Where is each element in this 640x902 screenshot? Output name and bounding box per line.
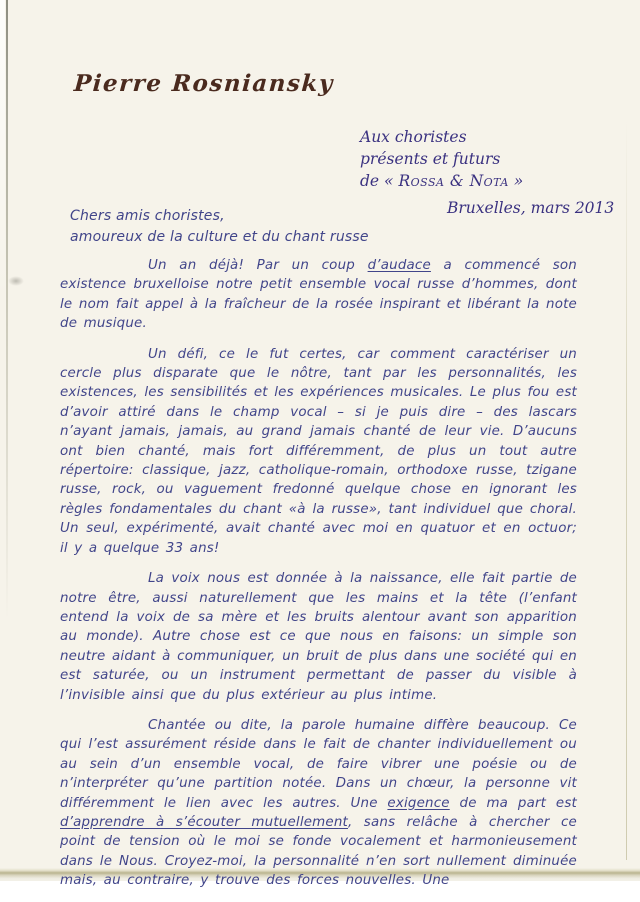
text-segment: La voix nous est donnée à la naissance, elle fait partie de notre être, aussi naturellement que les mains et la tête (l’enfant entend la voix de sa mère et les bruits alentour avant son apparition au monde). Autre chose est ce que nous en faisons: un simple son neutre aidant à communiquer, un bruit de plus dans une société qui en est saturée, ou un instrument permettant de passer du visible à l’invisible ainsi que du plus extérieur au plus intime. (60, 571, 577, 703)
body-paragraph (60, 716, 577, 891)
body-paragraph (60, 569, 577, 705)
recipient-line-1: Aux choristes (360, 128, 467, 146)
text-segment: , sans relâche à chercher ce point de tension où le moi se fonde vocalement et harmonieusement dans le Nous. Croyez-moi, la personnalité n’en sort nullement diminuée mais, au contraire, y trouve des forces nouvelles. Une (60, 814, 577, 889)
underlined-phrase: d’audace (367, 258, 431, 273)
body-paragraph (60, 345, 577, 558)
dateline: Bruxelles, mars 2013 (447, 199, 615, 217)
scan-smudge (8, 276, 24, 286)
recipient-line-2: présents et futurs (360, 150, 501, 168)
letter-body (60, 256, 577, 902)
text-segment: Un an déjà! Par un coup (148, 258, 368, 273)
text-segment: a commencé son existence bruxelloise notre petit ensemble vocal russe d’hommes, dont le nom fait appel à la fraîcheur de la rosée inspirant et libérant la note de musique. (60, 258, 577, 332)
text-segment: Chantée ou dite, la parole humaine diffère beaucoup. Ce qui l’est assurément réside dans le fait de chanter individuellement ou au sein d’un ensemble vocal, de faire vibrer une poésie ou de n’interpréter qu’une partition notée. Dans un chœur, la personne vit différemment le lien avec les autres. Une (60, 717, 577, 811)
recipient-line-3-prefix: de « (360, 172, 399, 190)
recipient-line-3-suffix: » (508, 172, 524, 190)
recipient-block (360, 126, 523, 192)
underlined-phrase: exigence (387, 795, 450, 811)
scan-edge-left-white (0, 0, 5, 300)
recipient-line-3 (360, 170, 523, 192)
text-segment: de ma part est (449, 795, 577, 811)
scan-edge-left (6, 0, 8, 620)
ensemble-name: Rossa & Nota (398, 172, 509, 190)
salutation-line-1: Chers amis choristes, (70, 208, 225, 224)
text-segment: Un défi, ce le fut certes, car comment caractériser un cercle plus disparate que le nôtre, tant par les personnalités, les existences, les sensibilités et les expériences musicales. Le plus fou est d’avoir attiré dans le champ vocal – si je puis dire – des lascars n’ayant jamais, jamais, au grand jamais chanté de leur vie. D’aucuns ont bien chanté, mais fort différemment, de plus un tout autre répertoire: classique, jazz, catholique-romain, orthodoxe russe, tzigane russe, rock, ou vaguement fredonné quelque chose en ignorant les règles fondamentales du chant «à la russe», tant individuel que choral. Un seul, expérimenté, avait chanté avec moi en quatuor et en octuor; il y a quelque 33 ans! (60, 346, 577, 556)
salutation-block (70, 206, 369, 248)
salutation-line-2: amoureux de la culture et du chant russe (70, 229, 369, 245)
underlined-phrase: d’apprendre à s’écouter mutuellement (60, 814, 348, 830)
body-paragraph (60, 256, 577, 334)
scan-edge-right (626, 120, 627, 860)
letterhead-name: Pierre Rosniansky (73, 70, 335, 97)
